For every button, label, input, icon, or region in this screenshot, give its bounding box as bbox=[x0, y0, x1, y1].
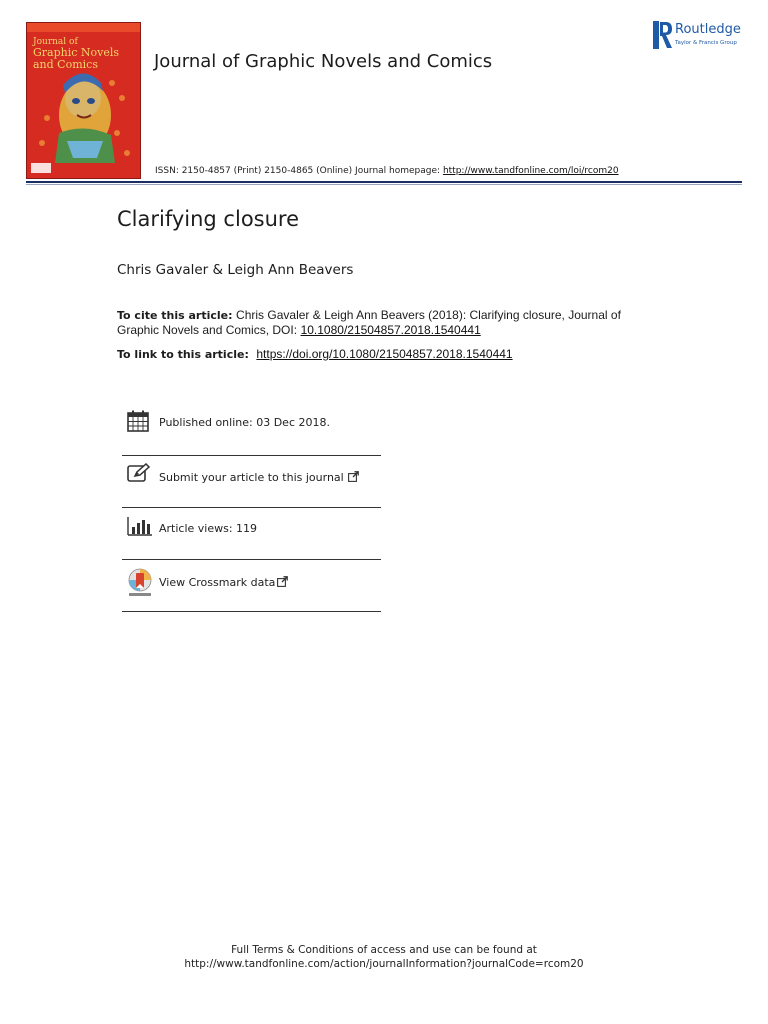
cite-text: Chris Gavaler & Leigh Ann Beavers (2018): Clarifying closure, Journal of Graphic Novels and Comics, DOI: bbox=[117, 308, 621, 337]
article-views-label: Article views: 119 bbox=[159, 522, 258, 535]
cover-title-line: Graphic Novels bbox=[33, 46, 120, 59]
bar-chart-icon bbox=[127, 516, 153, 540]
journal-title: Journal of Graphic Novels and Comics bbox=[154, 51, 493, 72]
article-authors: Chris Gavaler & Leigh Ann Beavers bbox=[117, 262, 354, 278]
cover-title-line: Journal of bbox=[33, 37, 78, 47]
footer bbox=[0, 943, 768, 971]
journal-cover-image bbox=[26, 22, 141, 179]
cover-title-line: and Comics bbox=[33, 58, 98, 71]
journal-homepage-link[interactable]: http://www.tandfonline.com/loi/rcom20 bbox=[442, 166, 619, 176]
header-divider bbox=[26, 181, 742, 183]
article-views-row bbox=[122, 508, 381, 560]
row-divider bbox=[122, 611, 381, 612]
publisher-name: Routledge bbox=[675, 22, 741, 37]
footer-terms-url[interactable]: http://www.tandfonline.com/action/journalInformation?journalCode=rcom20 bbox=[184, 958, 584, 970]
submit-article-row[interactable] bbox=[122, 456, 381, 508]
routledge-logo bbox=[653, 21, 748, 51]
article-title: Clarifying closure bbox=[117, 207, 300, 231]
published-online-label: Published online: 03 Dec 2018. bbox=[159, 416, 330, 429]
cover-title bbox=[33, 37, 133, 71]
article-doi-url-link[interactable]: https://doi.org/10.1080/21504857.2018.1540441 bbox=[256, 347, 513, 361]
citation-block bbox=[117, 308, 657, 338]
issn-text: ISSN: 2150-4857 (Print) 2150-4865 (Online) Journal homepage: bbox=[155, 166, 441, 176]
issn-line bbox=[155, 166, 619, 176]
cite-label: To cite this article: bbox=[117, 309, 233, 322]
crossmark-label: View Crossmark data bbox=[159, 576, 276, 589]
crossmark-icon bbox=[127, 568, 153, 602]
routledge-r-icon bbox=[653, 21, 673, 49]
edit-pencil-icon bbox=[127, 463, 151, 487]
published-online-row bbox=[122, 404, 381, 456]
submit-article-link[interactable] bbox=[159, 471, 359, 485]
link-label: To link to this article: bbox=[117, 348, 249, 361]
header-divider-thin bbox=[26, 184, 742, 185]
publisher-subtitle: Taylor & Francis Group bbox=[675, 40, 737, 46]
footer-terms-text: Full Terms & Conditions of access and use can be found at bbox=[231, 944, 537, 956]
submit-article-label: Submit your article to this journal bbox=[159, 471, 344, 484]
article-link-block bbox=[117, 347, 513, 361]
calendar-icon bbox=[127, 410, 149, 436]
crossmark-link[interactable] bbox=[159, 576, 288, 590]
crossmark-row[interactable] bbox=[122, 560, 381, 612]
cite-doi-link[interactable]: 10.1080/21504857.2018.1540441 bbox=[300, 323, 481, 337]
external-link-icon bbox=[277, 576, 288, 590]
external-link-icon bbox=[348, 471, 359, 485]
